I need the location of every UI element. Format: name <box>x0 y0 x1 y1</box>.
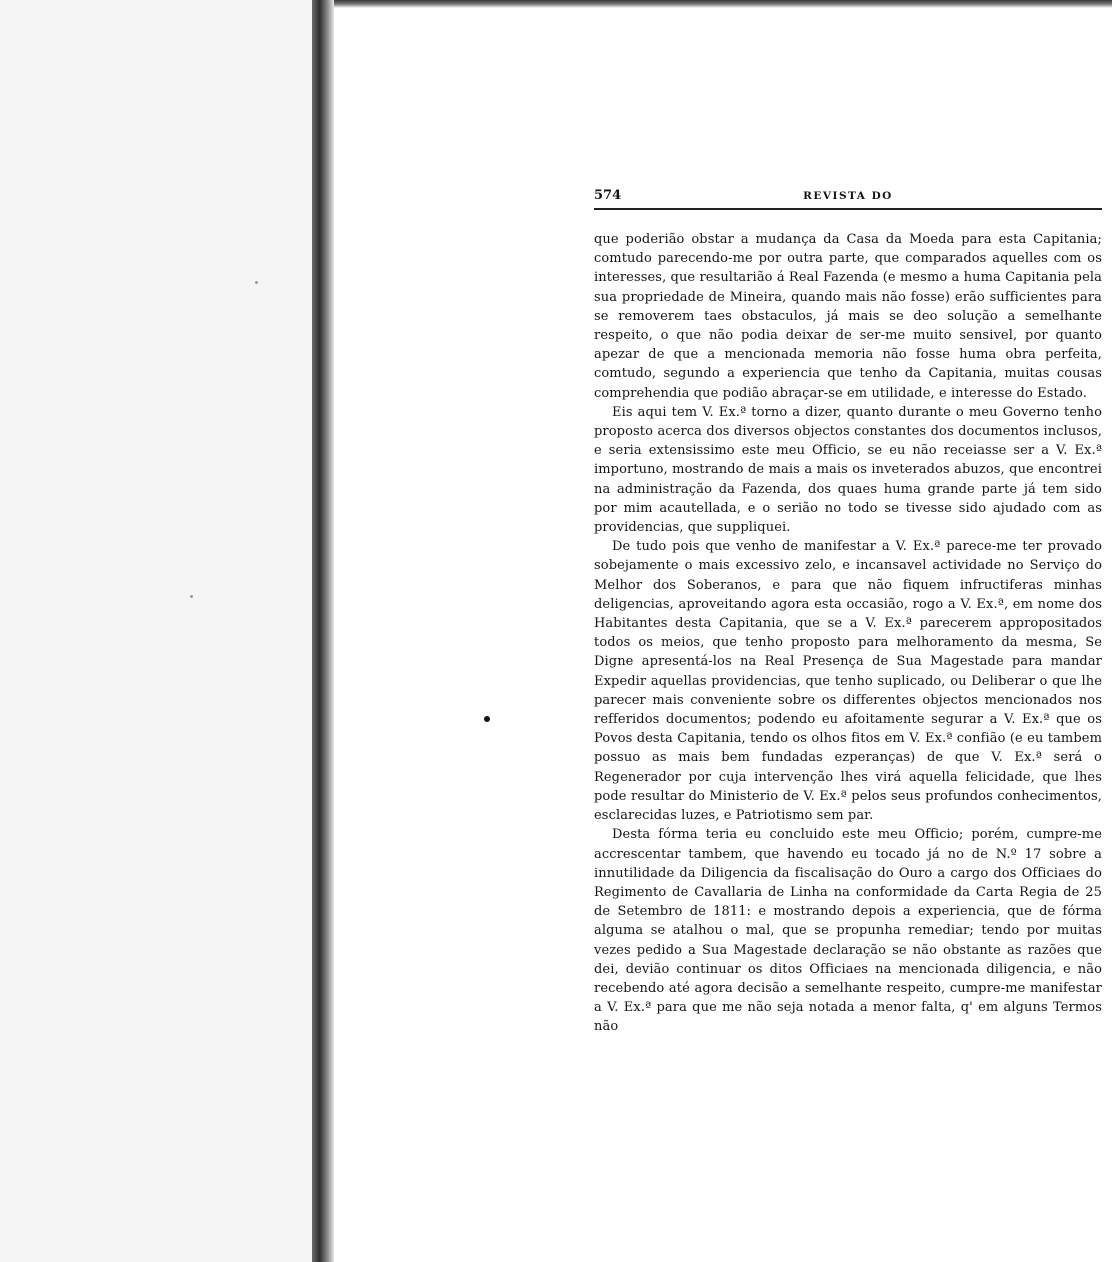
paper-speck <box>190 595 193 598</box>
body-text <box>594 230 1102 1037</box>
paragraph: Desta fórma teria eu concluido este meu Officio; porém, cumpre-me accrescentar tambem, que havendo eu tocado já no de N.º 17 sobre a innutilidade da Diligencia da fiscalisação do Ouro a cargo dos Officiaes do Regimento de Cavallaria de Linha na conformidade da Carta Regia de 25 de Setembro de 1811: e mostrando depois a experiencia, que de fórma alguma se atalhou o mal, que se propunha remediar; tendo por muitas vezes pedido a Sua Magestade declaração se não obstante as razões que dei, devião continuar os ditos Officiaes na mencionada diligencia, e não recebendo até agora decisão a semelhante respeito, cumpre-me manifestar a V. Ex.ª para que me não seja notada a menor falta, q' em alguns Termos não <box>594 827 1102 1035</box>
page-number: 574 <box>594 188 622 203</box>
left-facing-page <box>0 0 312 1262</box>
page-top-edge <box>334 0 1112 8</box>
paragraph: Eis aqui tem V. Ex.ª torno a dizer, quanto durante o meu Governo tenho proposto acerca dos diversos objectos constantes dos documentos inclusos, e seria extensissimo este meu Officio, se eu não receiasse ser a V. Ex.ª importuno, mostrando de mais a mais os inveterados abuzos, que encontrei na administração da Fazenda, dos quaes huma grande parte já tem sido por mim acautellada, e o serião no todo se tivesse sido ajudado com as providencias, que suppliquei. <box>594 404 1102 536</box>
book-gutter <box>312 0 334 1262</box>
running-head: REVISTA DO <box>803 190 893 202</box>
paragraph: De tudo pois que venho de manifestar a V. Ex.ª parece-me ter provado sobejamente o mais excessivo zelo, e incansavel actividade no Serviço do Melhor dos Soberanos, e para que não fiquem infructiferas minhas deligencias, aproveitando agora esta occasião, rogo a V. Ex.ª, em nome dos Habitantes desta Capitania, que se a V. Ex.ª parecerem appropositados todos os meios, que tenho proposto para melhoramento da mesma, Se Digne apresentá-los na Real Presença de Sua Magestade para mandar Expedir aquellas providencias, que tenho suplicado, ou Deliberar o que lhe parecer mais conveniente sobre os differentes objectos mencionados nos refferidos documentos; podendo eu afoitamente segurar a V. Ex.ª que os Povos desta Capitania, tendo os olhos fitos em V. Ex.ª confião (e eu tambem possuo as mais bem fundadas ezperanças) de que V. Ex.ª será o Regenerador por cuja intervenção lhes virá aquella felicidade, que lhes pode resultar do Ministerio de V. Ex.ª pelos seus profundos conhecimentos, esclarecidas luzes, e Patriotismo sem par. <box>594 539 1102 824</box>
paper-speck <box>255 281 258 284</box>
margin-mark <box>484 716 490 722</box>
page-header <box>594 188 1102 210</box>
book-page <box>594 188 1102 1037</box>
paragraph: que poderião obstar a mudança da Casa da Moeda para esta Capitania; comtudo parecendo-me por outra parte, que comparados aquelles com os interesses, que resultarião á Real Fazenda (e mesmo a huma Capitania pela sua propriedade de Mineira, quando mais não fosse) erão sufficientes para se removerem taes obstaculos, já mais se deo solução a semelhante respeito, o que não podia deixar de ser-me muito sensivel, por quanto apezar de que a mencionada memoria não fosse huma obra perfeita, comtudo, segundo a experiencia que tenho da Capitania, muitas cousas comprehendia que podião abraçar-se em utilidade, e interesse do Estado. <box>594 232 1102 401</box>
